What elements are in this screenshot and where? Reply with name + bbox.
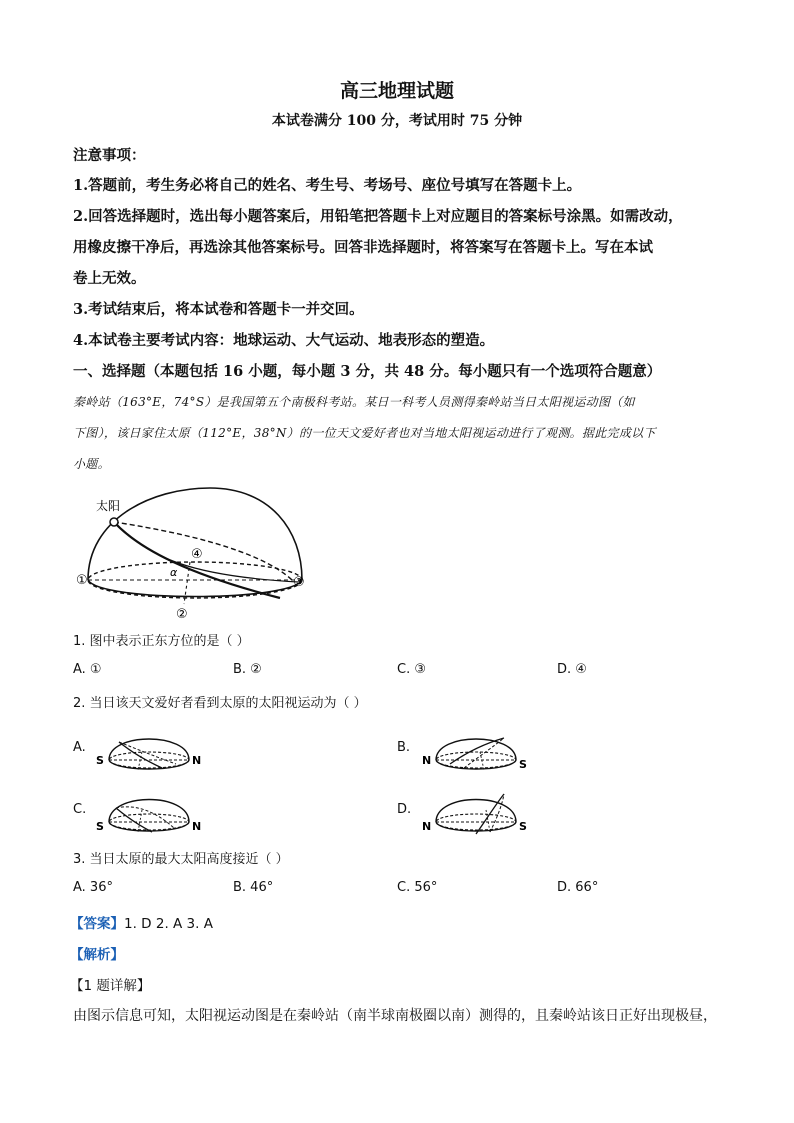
q2-option-b[interactable]: B. bbox=[397, 740, 411, 755]
sun-path-mid bbox=[114, 522, 298, 582]
dome-outline bbox=[88, 488, 302, 580]
material-line-2: 下图），该日家住太原（112°E，38°N）的一位天文爱好者也对当地太阳视运动进行了观测。据此完成以下 bbox=[73, 426, 656, 440]
notice-item-2-line-1: 2.回答选择题时，选出每小题答案后，用铅笔把答题卡上对应题目的答案标号涂黑。如需改动， bbox=[73, 208, 683, 225]
notice-item-3: 3.考试结束后，将本试卷和答题卡一并交回。 bbox=[73, 301, 364, 318]
question-2-stem: 2. 当日该天文爱好者看到太原的太阳视运动为（ ） bbox=[73, 696, 367, 711]
q2-diagram-d bbox=[420, 780, 532, 840]
question-3-stem: 3. 当日太原的最大太阳高度接近（ ） bbox=[73, 852, 289, 867]
answer-values: 1. D 2. A 3. A bbox=[124, 916, 213, 932]
q2b-right-label: S bbox=[519, 758, 527, 771]
material-line-3: 小题。 bbox=[73, 457, 110, 471]
q2d-right-label: S bbox=[519, 820, 527, 833]
sun-path-diagram bbox=[70, 480, 320, 620]
material-line-1: 秦岭站（163°E，74°S）是我国第五个南极科考站。某日一科考人员测得秦岭站当日太阳视运动图（如 bbox=[73, 395, 635, 409]
marker-2: ② bbox=[176, 607, 188, 620]
sun-path-upper bbox=[114, 522, 292, 580]
q2c-right-label: N bbox=[192, 820, 202, 833]
analysis-tag: 【解析】 bbox=[70, 947, 124, 963]
analysis-subheading: 【1 题详解】 bbox=[70, 978, 151, 994]
question-1-stem: 1. 图中表示正东方位的是（ ） bbox=[73, 634, 250, 649]
q2b-left-label: N bbox=[422, 754, 432, 767]
marker-4: ④ bbox=[191, 547, 203, 562]
alpha-label: α bbox=[170, 566, 178, 579]
analysis-line bbox=[70, 943, 124, 963]
exam-info: 本试卷满分 100 分，考试用时 75 分钟 bbox=[271, 113, 523, 129]
marker-3: ③ bbox=[293, 575, 305, 590]
q1-option-c[interactable]: C. ③ bbox=[397, 662, 426, 677]
q2c-left-label: S bbox=[96, 820, 104, 833]
notice-item-1: 1.答题前，考生务必将自己的姓名、考生号、考场号、座位号填写在答题卡上。 bbox=[73, 177, 582, 194]
q2-diagram-b bbox=[420, 720, 532, 778]
horizon-front bbox=[88, 580, 302, 597]
q2-option-d[interactable]: D. bbox=[397, 802, 412, 817]
q2a-right-label: N bbox=[192, 754, 202, 767]
answer-line bbox=[70, 912, 213, 932]
notice-item-2-line-3: 卷上无效。 bbox=[73, 270, 146, 287]
notice-heading: 注意事项： bbox=[73, 147, 146, 164]
q2-diagram-c bbox=[94, 780, 204, 840]
q1-option-a[interactable]: A. ① bbox=[73, 662, 102, 677]
sun-icon bbox=[110, 518, 118, 526]
q3-option-a[interactable]: A. 36° bbox=[73, 880, 113, 895]
q2-option-c[interactable]: C. bbox=[73, 802, 87, 817]
q3-option-c[interactable]: C. 56° bbox=[397, 880, 438, 895]
q1-option-d[interactable]: D. ④ bbox=[557, 662, 587, 677]
answer-tag: 【答案】 bbox=[70, 916, 124, 932]
q2-diagram-a bbox=[94, 720, 204, 778]
q2d-left-label: N bbox=[422, 820, 432, 833]
marker-1: ① bbox=[76, 573, 88, 588]
analysis-text: 由图示信息可知，太阳视运动图是在秦岭站（南半球南极圈以南）测得的，且秦岭站该日正好出现极昼， bbox=[73, 1008, 717, 1024]
q1-option-b[interactable]: B. ② bbox=[233, 662, 262, 677]
q3-option-d[interactable]: D. 66° bbox=[557, 880, 599, 895]
notice-item-4: 4.本试卷主要考试内容：地球运动、大气运动、地表形态的塑造。 bbox=[73, 332, 495, 349]
q2a-left-label: S bbox=[96, 754, 104, 767]
page-title: 高三地理试题 bbox=[339, 80, 454, 102]
sun-label: 太阳 bbox=[96, 499, 121, 513]
q2-option-a[interactable]: A. bbox=[73, 740, 86, 755]
q3-option-b[interactable]: B. 46° bbox=[233, 880, 274, 895]
section-heading: 一、选择题（本题包括 16 小题，每小题 3 分，共 48 分。每小题只有一个选项符合题意） bbox=[73, 363, 662, 380]
notice-item-2-line-2: 用橡皮擦干净后，再选涂其他答案标号。回答非选择题时，将答案写在答题卡上。写在本试 bbox=[73, 239, 653, 256]
